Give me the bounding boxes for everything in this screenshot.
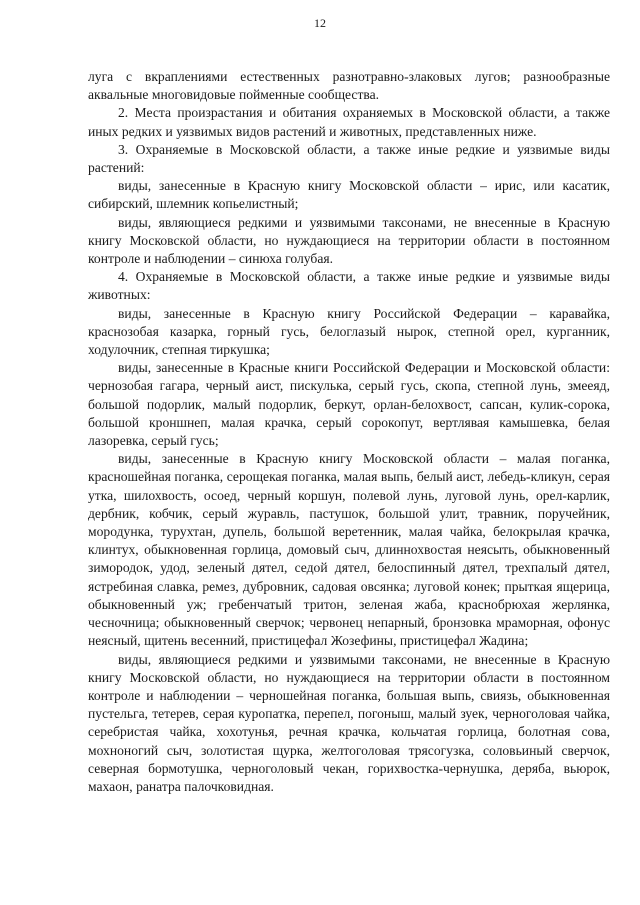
paragraph-animals-red-book-mo: виды, занесенные в Красную книгу Московской области – малая поганка, красношейная поганка, серощекая поганка, малая выпь, белый аист, лебедь-кликун, серая утка, шилохвость, осоед, черный коршун, полевой лунь, луговой лунь, орел-карлик, дербник, кобчик, серый журавль, пастушок, большой улит, травник, поручейник, мородунка, турухтан, дупель, большой веретенник, малая чайка, белокрылая крачка, клинтух, обыкновенная горлица, домовый сыч, длиннохвостая неясыть, обыкновенный зимородок, удод, зеленый дятел, седой дятел, белоспинный дятел, трехпалый дятел, ястребиная славка, ремез, дубровник, садовая овсянка; луговой конек; прыткая ящерица, обыкновенный уж; гребенчатый тритон, зеленая жаба, краснобрюхая жерлянка, чесночница; обыкновенный сверчок; червонец непарный, бронзовка мраморная, офонус неясный, щитень весенний, пристицефал Жозефины, пристицефал Жадина; xyxy=(88,451,610,649)
paragraph-animals-rare-taxa: виды, являющиеся редкими и уязвимыми таксонами, не внесенные в Красную книгу Московской области, но нуждающиеся на территории области в постоянном контроле и наблюдении – черношейная поганка, большая выпь, свиязь, обыкновенная пустельга, тетерев, серая куропатка, перепел, погоныш, малый зуек, черноголовая чайка, серебристая чайка, хохотунья, речная крачка, кольчатая горлица, болотная сова, мохноногий сыч, золотистая щурка, желтоголовая трясогузка, соловьиный сверчок, северная бормотушка, черноголовый чекан, горихвостка-чернушка, деряба, вьюрок, махаон, ранатра палочковидная. xyxy=(88,651,610,794)
paragraph-plants-red-book-mo: виды, занесенные в Красную книгу Московской области – ирис, или касатик, сибирский, шлемник копьелистный; xyxy=(88,178,610,212)
paragraph-section-2: 2. Места произрастания и обитания охраняемых в Московской области, а также иных редких и уязвимых видов растений и животных, представленных ниже. xyxy=(88,105,610,139)
paragraph-section-3: 3. Охраняемые в Московской области, а также иные редкие и уязвимые виды растений: xyxy=(88,141,610,176)
paragraph-continuation: луга с вкраплениями естественных разнотравно-злаковых лугов; разнообразные аквальные многовидовые пойменные сообщества. xyxy=(88,69,610,103)
paragraph-section-4: 4. Охраняемые в Московской области, а также иные редкие и уязвимые виды животных: xyxy=(88,269,610,303)
document-body xyxy=(88,68,610,796)
paragraph-animals-red-book-rf-mo: виды, занесенные в Красные книги Российской Федерации и Московской области: чернозобая гагара, черный аист, пискулька, серый гусь, скопа, степной лунь, змееяд, большой подорлик, малый подорлик, беркут, орлан-белохвост, сапсан, кулик-сорока, большой кроншнеп, малая крачка, серый сорокопут, вертлявая камышевка, белая лазоревка, серый гусь; xyxy=(88,360,610,449)
paragraph-plants-rare-taxa: виды, являющиеся редкими и уязвимыми таксонами, не внесенные в Красную книгу Московской области, но нуждающиеся на территории области в постоянном контроле и наблюдении – синюха голубая. xyxy=(88,214,610,267)
paragraph-animals-red-book-rf: виды, занесенные в Красную книгу Российской Федерации – каравайка, краснозобая казарка, горный гусь, белоглазый нырок, степной орел, курганник, ходулочник, степная тиркушка; xyxy=(88,305,610,358)
page-number: 12 xyxy=(314,16,326,30)
